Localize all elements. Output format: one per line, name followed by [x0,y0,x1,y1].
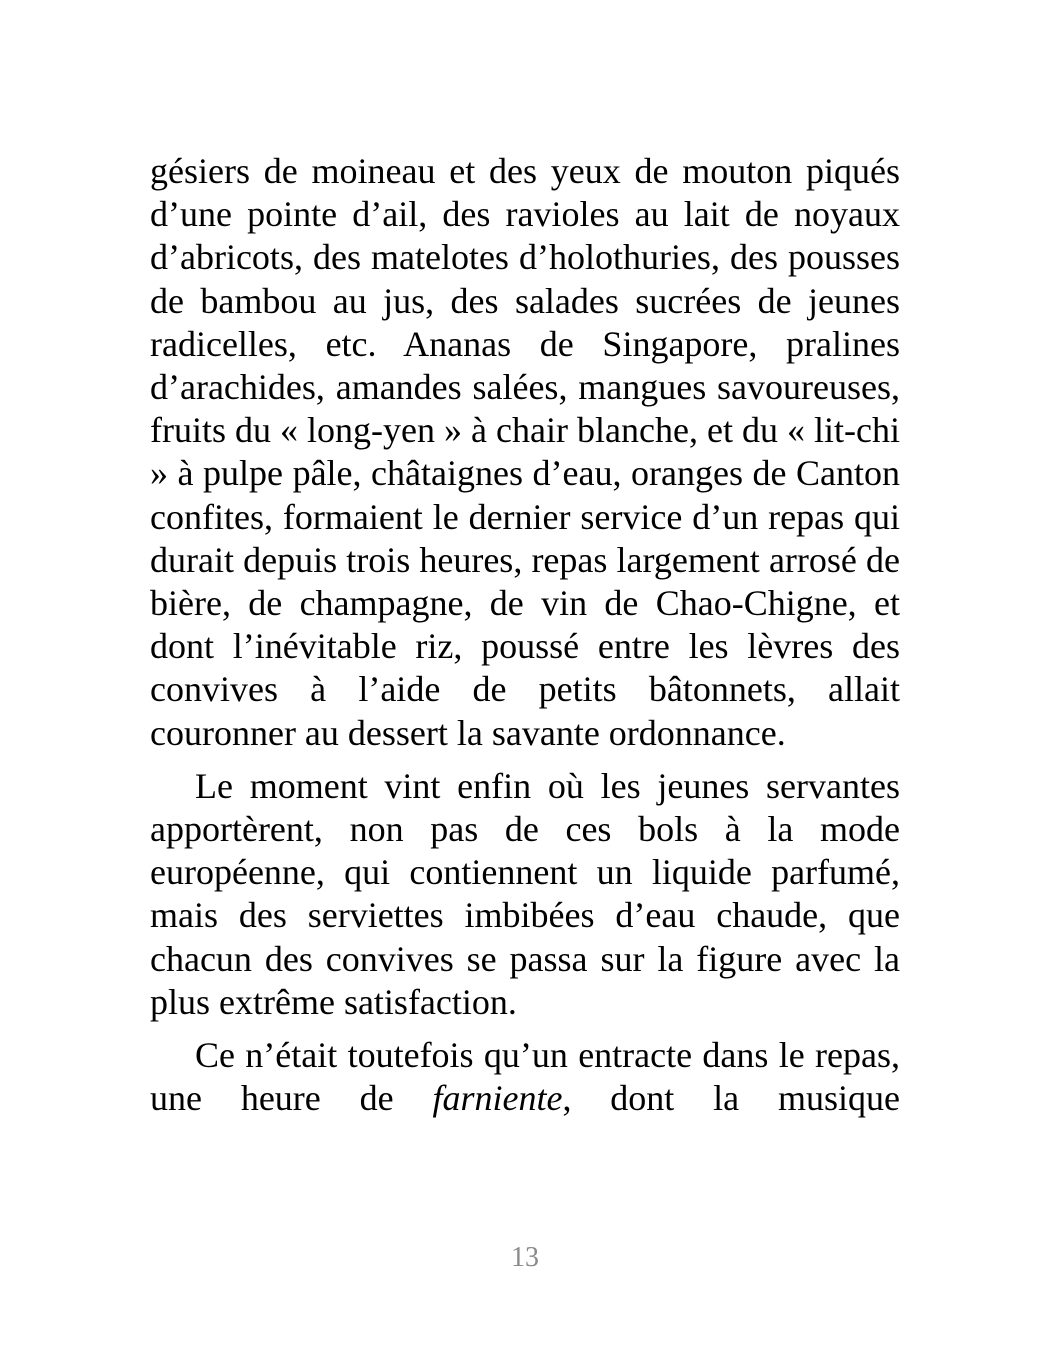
italic-term: farniente [432,1078,563,1119]
paragraph-3 [150,1034,900,1120]
paragraph-3-text-end: , dont la musique [562,1078,900,1119]
page-number: 13 [511,1242,539,1273]
paragraph-2: Le moment vint enfin où les jeunes servantes apportèrent, non pas de ces bols à la mode européenne, qui contiennent un liquide parfumé, mais des serviettes imbibées d’eau chaude, que chacun des convives se passa sur la figure avec la plus extrême satisfaction. [150,765,900,1022]
paragraph-1: gésiers de moineau et des yeux de mouton piqués d’une pointe d’ail, des ravioles au lait de noyaux d’abricots, des matelotes d’holothuries, des pousses de bambou au jus, des salades sucrées de jeunes radicelles, etc. Ananas de Singapore, pralines d’arachides, amandes salées, mangues savoureuses, fruits du « long-yen » à chair blanche, et du « lit-chi » à pulpe pâle, châtaignes d’eau, oranges de Canton confites, formaient le dernier service d’un repas qui durait depuis trois heures, repas largement arrosé de bière, de champagne, de vin de Chao-Chigne, et dont l’inévitable riz, poussé entre les lèvres des convives à l’aide de petits bâtonnets, allait couronner au dessert la savante ordonnance. [150,151,900,753]
paragraph-3-text-start: Ce n’était toutefois qu’un entracte dans le repas, une heure de [150,1035,900,1119]
page-body [150,150,900,1130]
